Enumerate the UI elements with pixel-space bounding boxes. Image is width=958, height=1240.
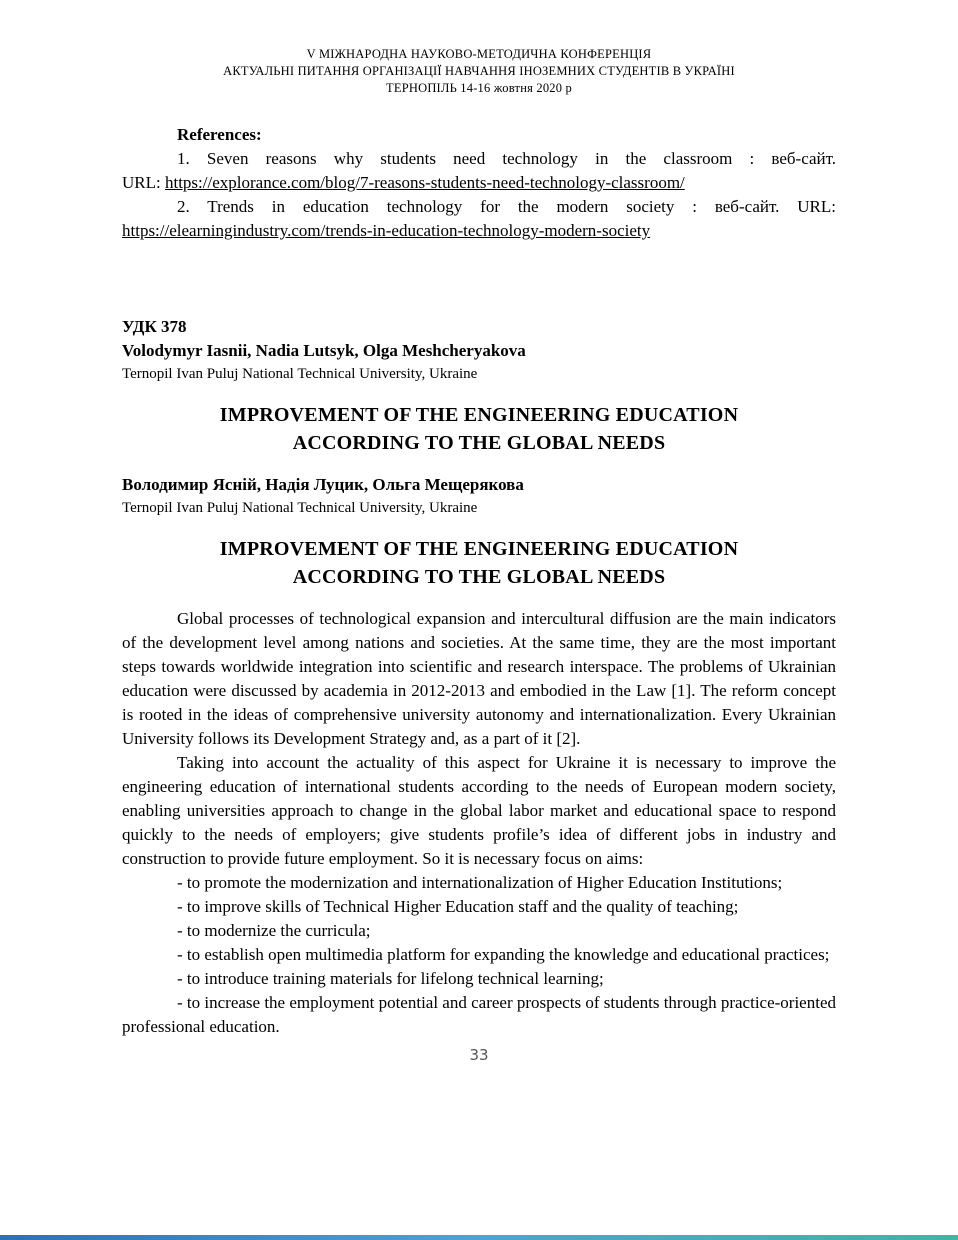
reference-link-1[interactable]: https://explorance.com/blog/7-reasons-students-need-technology-classroom/	[164, 173, 685, 192]
affiliation-uk: Ternopil Ivan Puluj National Technical University, Ukraine	[122, 500, 478, 516]
article-title-repeat-line-2: ACCORDING TO THE GLOBAL NEEDS	[292, 566, 666, 588]
references-section	[122, 123, 836, 243]
aims-list	[122, 871, 836, 1039]
body-paragraph-2: Taking into account the actuality of this aspect for Ukraine it is necessary to improve the engineering education of international students according to the needs of European modern society, enabling universities approach to change in the global labor market and educational space to respond quickly to the needs of employers; give students profile’s idea of different jobs in industry and construction to provide future employment. So it is necessary focus on aims:	[122, 753, 836, 868]
article-title-line-2: ACCORDING TO THE GLOBAL NEEDS	[292, 432, 666, 454]
aim-item-3: - to modernize the curricula;	[177, 921, 371, 940]
article-title-en	[122, 401, 836, 457]
article-section	[122, 315, 836, 1039]
aim-item-5: - to introduce training materials for lifelong technical learning;	[177, 969, 604, 988]
aim-item-4: - to establish open multimedia platform for expanding the knowledge and educational practices;	[177, 945, 830, 964]
article-title-repeat	[122, 535, 836, 591]
bottom-accent-bar	[0, 1235, 958, 1240]
reference-item-1-url-line	[122, 171, 836, 195]
reference-item-2-text: 2. Trends in education technology for the modern society : веб-сайт. URL:	[177, 197, 836, 216]
affiliation-en: Ternopil Ivan Puluj National Technical University, Ukraine	[122, 366, 478, 382]
article-title-repeat-line-1: IMPROVEMENT OF THE ENGINEERING EDUCATION	[219, 538, 739, 560]
conference-header-line-2: АКТУАЛЬНІ ПИТАННЯ ОРГАНІЗАЦІЇ НАВЧАННЯ ІНОЗЕМНИХ СТУДЕНТІВ В УКРАЇНІ	[223, 64, 735, 78]
page-number: 33	[469, 1046, 489, 1064]
conference-header-line-3: ТЕРНОПІЛЬ 14-16 жовтня 2020 р	[386, 81, 572, 95]
reference-link-2[interactable]: https://elearningindustry.com/trends-in-education-technology-modern-society	[122, 221, 651, 240]
conference-header-line-1: V МІЖНАРОДНА НАУКОВО-МЕТОДИЧНА КОНФЕРЕНЦІЯ	[306, 47, 652, 61]
body-paragraph-1: Global processes of technological expansion and intercultural diffusion are the main indicators of the development level among nations and societies. At the same time, they are the most important steps towards worldwide integration into scientific and research interspace. The problems of Ukrainian education were discussed by academia in 2012-2013 and embodied in the Law [1]. The reform concept is rooted in the ideas of comprehensive university autonomy and internationalization. Every Ukrainian University follows its Development Strategy and, as a part of it [2].	[122, 609, 836, 748]
url-label: URL:	[122, 173, 161, 192]
aim-item-2: - to improve skills of Technical Higher Education staff and the quality of teaching;	[177, 897, 739, 916]
reference-item-2-url-line	[122, 219, 836, 243]
aim-item-1: - to promote the modernization and internationalization of Higher Education Institutions;	[177, 873, 783, 892]
conference-header	[122, 46, 836, 97]
aim-item-6: - to increase the employment potential and career prospects of students through practice-oriented professional education.	[122, 993, 836, 1036]
authors-uk: Володимир Ясній, Надія Луцик, Ольга Мещерякова	[122, 475, 524, 494]
references-heading: References:	[177, 125, 262, 144]
reference-item-1-text: 1. Seven reasons why students need technology in the classroom : веб-сайт.	[177, 149, 836, 168]
udc-code: УДК 378	[122, 317, 187, 336]
authors-en: Volodymyr Iasnii, Nadia Lutsyk, Olga Meshcheryakova	[122, 341, 526, 360]
article-title-line-1: IMPROVEMENT OF THE ENGINEERING EDUCATION	[219, 404, 739, 426]
